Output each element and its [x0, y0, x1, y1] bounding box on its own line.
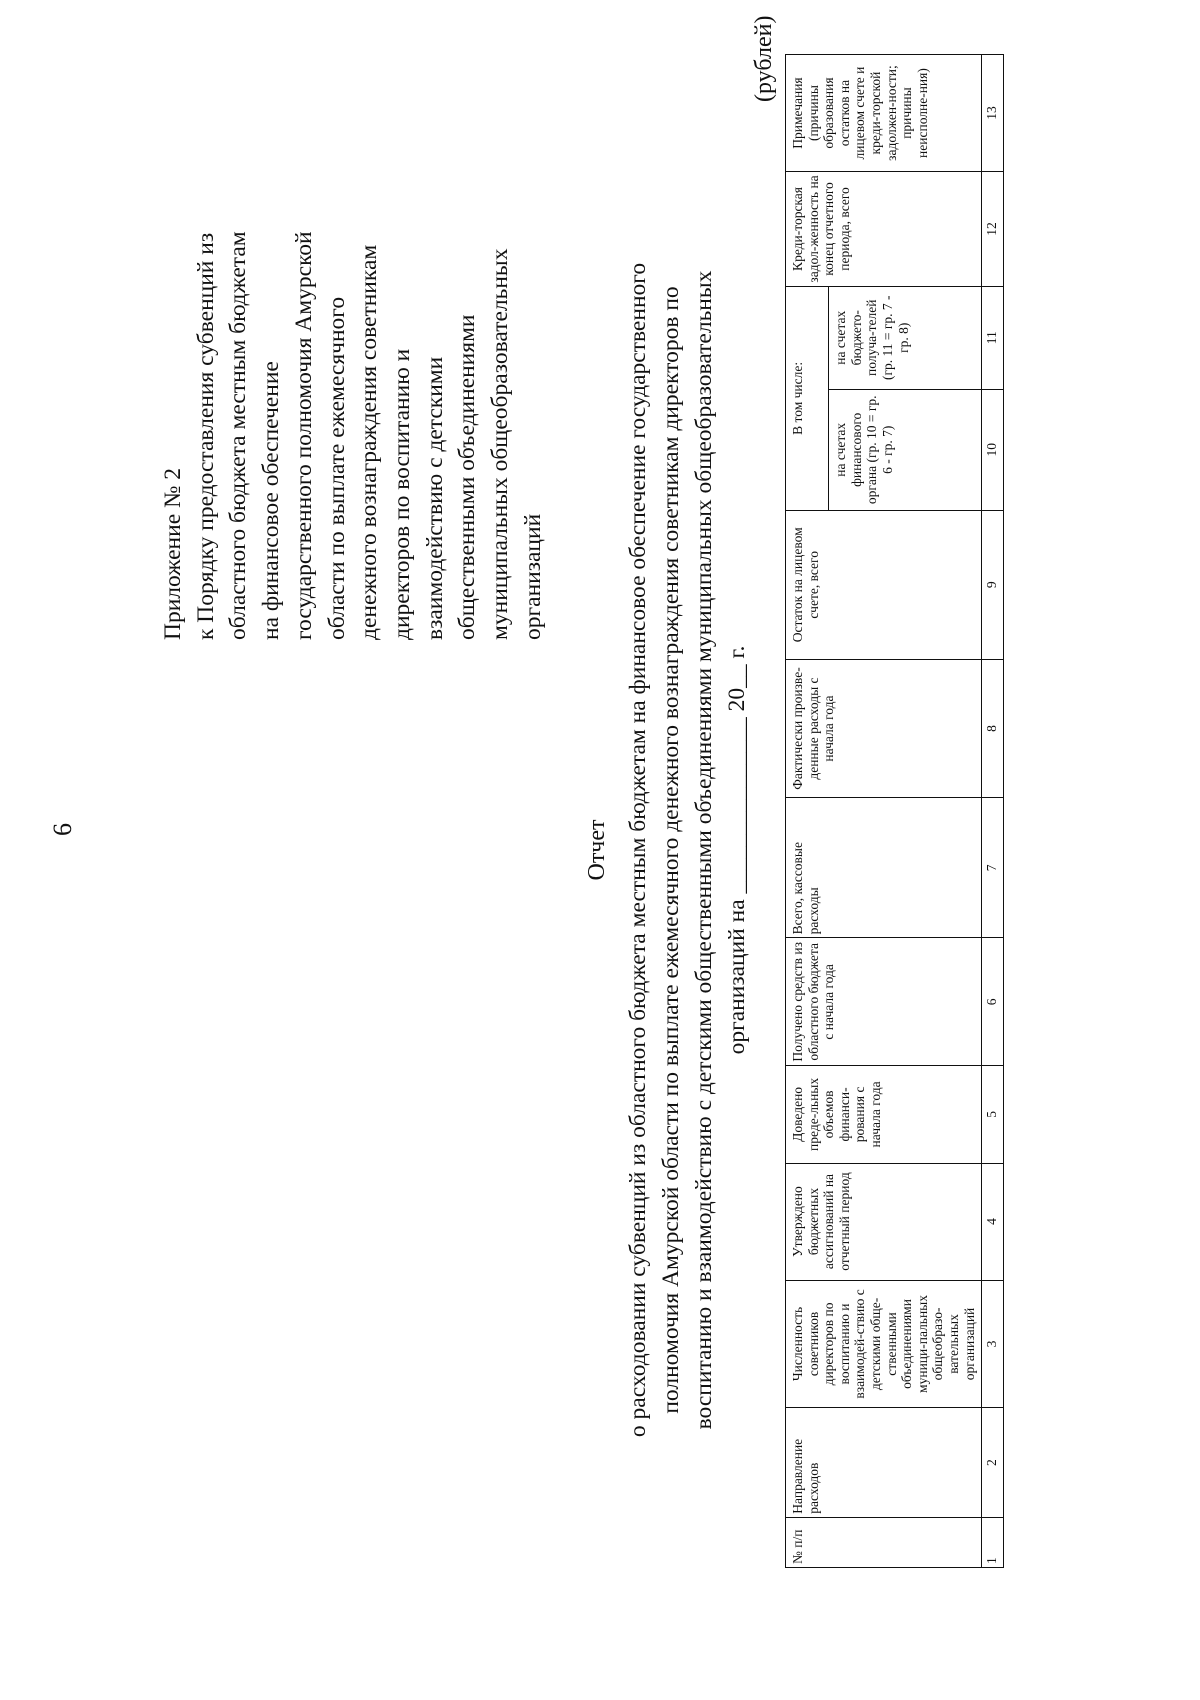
- report-subtitle-line: о расходовании субвенций из областного бюджета местным бюджетам на финансовое обеспечение государственного: [625, 262, 651, 1438]
- column-number-cell: 10: [982, 389, 1004, 510]
- header-cell-received-funds: Получено средств из областного бюджета с начала года: [786, 938, 982, 1066]
- report-subtitle-line: воспитанию и взаимодействию с детскими общественными объединениями муниципальных общеобразовательных: [691, 270, 717, 1430]
- header-cell-funding-limits: Доведено преде-льных объемов финанси-рования с начала года: [786, 1066, 982, 1163]
- column-number-cell: 4: [982, 1163, 1004, 1280]
- column-number-cell: 12: [982, 172, 1004, 287]
- appendix-line: взаимодействию с детскими: [421, 356, 448, 640]
- column-number-row: [982, 55, 1004, 1568]
- header-cell-finance-body-accounts: на счетах финансового органа (гр. 10 = гр. 6 - гр. 7): [829, 389, 982, 510]
- header-cell-cash-expenses: Всего, кассовые расходы: [786, 798, 982, 938]
- header-cell-accounts-payable: Креди-торская задол-женность на конец отчетного периода, всего: [786, 172, 982, 287]
- header-cell-notes: Примечания (причины образования остатков на лицевом счете и креди-торской задолжен-ности; причины неисполне-ния): [786, 55, 982, 172]
- report-subtitle-line: полномочия Амурской области по выплате ежемесячного денежного вознаграждения советникам директоров по: [658, 286, 684, 1414]
- table-header-row: [786, 55, 829, 1568]
- report-subtitle: [622, 80, 754, 1620]
- column-number-cell: 13: [982, 55, 1004, 172]
- column-number-cell: 8: [982, 659, 1004, 798]
- header-cell-advisor-count: Численность советников директоров по воспитанию и взаимодей-ствию с детскими обще-ственными объединениями муници-пальных общеобразо-вательных организаций: [786, 1280, 982, 1408]
- appendix-line: общественными объединениями: [454, 314, 481, 640]
- header-cell-account-balance: Остаток на лицевом счете, всего: [786, 510, 982, 659]
- units-label: (рублей): [751, 15, 777, 102]
- header-cell-actual-expenses: Фактически произве-денные расходы с начала года: [786, 659, 982, 798]
- column-number-cell: 5: [982, 1066, 1004, 1163]
- appendix-line: директоров по воспитанию и: [388, 348, 415, 640]
- appendix-line: на финансовое обеспечение: [258, 361, 285, 640]
- header-cell-number: № п/п: [786, 1517, 982, 1567]
- appendix-line: организаций: [519, 513, 546, 640]
- appendix-block: [157, 80, 549, 640]
- header-cell-direction: Направление расходов: [786, 1408, 982, 1517]
- column-number-cell: 9: [982, 510, 1004, 659]
- column-number-cell: 2: [982, 1408, 1004, 1517]
- appendix-line: областного бюджета местным бюджетам: [225, 231, 252, 640]
- page-number: 6: [48, 823, 77, 836]
- column-number-cell: 3: [982, 1280, 1004, 1408]
- report-table: [785, 54, 1004, 1568]
- appendix-line: к Порядку предоставления субвенций из: [192, 232, 219, 640]
- report-subtitle-line: организаций на _______________ 20__ г.: [724, 645, 750, 1055]
- header-cell-approved-allocations: Утверждено бюджетных ассигнований на отчетный период: [786, 1163, 982, 1280]
- appendix-line: области по выплате ежемесячного: [323, 296, 350, 640]
- appendix-line: Приложение № 2: [160, 467, 186, 640]
- appendix-line: муниципальных общеобразовательных: [487, 248, 514, 640]
- header-cell-including-group: В том числе:: [786, 286, 829, 510]
- column-number-cell: 1: [982, 1517, 1004, 1567]
- column-number-cell: 7: [982, 798, 1004, 938]
- appendix-line: денежного вознаграждения советникам: [356, 244, 383, 640]
- column-number-cell: 11: [982, 286, 1004, 389]
- appendix-line: государственного полномочия Амурской: [290, 231, 317, 640]
- header-cell-recipient-accounts: на счетах бюджето-получа-телей (гр. 11 = гр. 7 - гр. 8): [829, 286, 982, 389]
- column-number-cell: 6: [982, 938, 1004, 1066]
- report-title: Отчет: [584, 819, 610, 881]
